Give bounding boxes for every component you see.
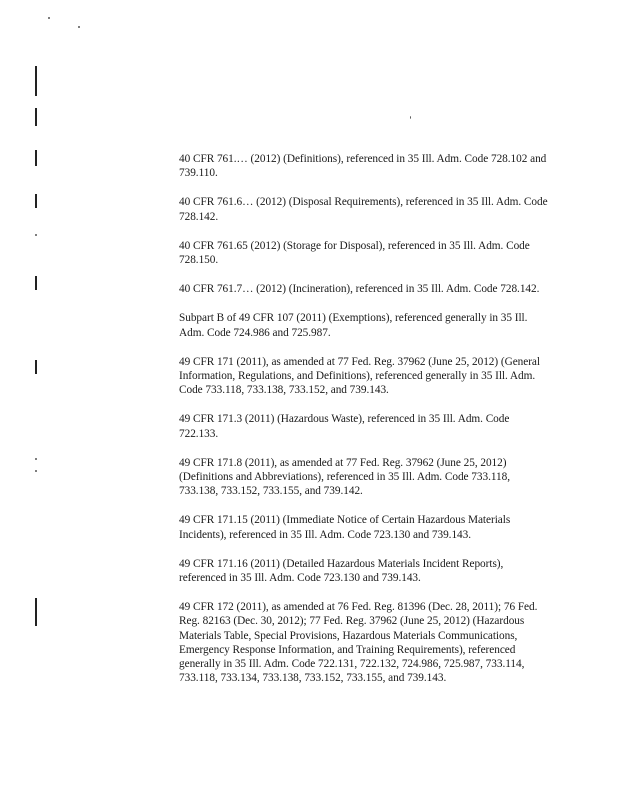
reference-entry: 40 CFR 761.6… (2012) (Disposal Requirements), referenced in 35 Ill. Adm. Code 728.142. xyxy=(179,196,548,223)
scan-speck xyxy=(78,26,80,28)
scan-speck xyxy=(48,17,50,19)
reference-entry: 40 CFR 761.7… (2012) (Incineration), referenced in 35 Ill. Adm. Code 728.142. xyxy=(179,283,540,296)
reference-entry: 49 CFR 172 (2011), as amended at 76 Fed. Reg. 81396 (Dec. 28, 2011); 76 Fed. Reg. 82163 (Dec. 30, 2012); 77 Fed. Reg. 37962 (June 25, 2012) (Hazardous Materials Table, Special Provisions, Hazardous Materials Communications, Emergency Response Information, and Training Requirements), referenced generally in 35 Ill. Adm. Code 722.131, 722.132, 724.986, 725.987, 733.114, 733.118, 733.134, 733.138, 733.152, 733.155, and 739.143. xyxy=(179,601,538,685)
scan-speck xyxy=(35,470,37,472)
reference-entry: 49 CFR 171.8 (2011), as amended at 77 Fed. Reg. 37962 (June 25, 2012) (Definitions and Abbreviations), referenced in 35 Ill. Adm. Code 733.118, 733.138, 733.152, 733.155, and 739.142. xyxy=(179,456,510,498)
reference-entry: 40 CFR 761.65 (2012) (Storage for Disposal), referenced in 35 Ill. Adm. Code 728.150. xyxy=(179,239,530,267)
revision-bar xyxy=(35,194,37,208)
revision-bar xyxy=(35,66,37,96)
revision-bar xyxy=(35,360,37,374)
reference-entry: 49 CFR 171 (2011), as amended at 77 Fed. Reg. 37962 (June 25, 2012) (General Information, Regulations, and Definitions), referenced generally in 35 Ill. Adm. Code 733.118, 733.138, 733.152, and 739.143. xyxy=(179,355,540,397)
reference-entry: 49 CFR 171.3 (2011) (Hazardous Waste), referenced in 35 Ill. Adm. Code 722.133. xyxy=(179,413,510,440)
revision-bar xyxy=(35,150,37,166)
revision-bar xyxy=(35,598,37,626)
reference-entry: 40 CFR 761.… (2012) (Definitions), referenced in 35 Ill. Adm. Code 728.102 and 739.110. xyxy=(179,153,547,180)
scan-speck xyxy=(35,234,37,236)
reference-entry: 49 CFR 171.16 (2011) (Detailed Hazardous Materials Incident Reports), referenced in 35 Ill. Adm. Code 723.130 and 739.143. xyxy=(179,557,504,585)
scan-speck xyxy=(410,116,411,119)
reference-entry: Subpart B of 49 CFR 107 (2011) (Exemptions), referenced generally in 35 Ill. Adm. Code 724.986 and 725.987. xyxy=(179,312,528,339)
reference-entry: 49 CFR 171.15 (2011) (Immediate Notice of Certain Hazardous Materials Incidents), referenced in 35 Ill. Adm. Code 723.130 and 739.143. xyxy=(179,514,511,541)
revision-bar xyxy=(35,108,37,126)
scan-speck xyxy=(35,458,37,460)
reference-list xyxy=(179,152,549,700)
revision-bar xyxy=(35,276,37,290)
